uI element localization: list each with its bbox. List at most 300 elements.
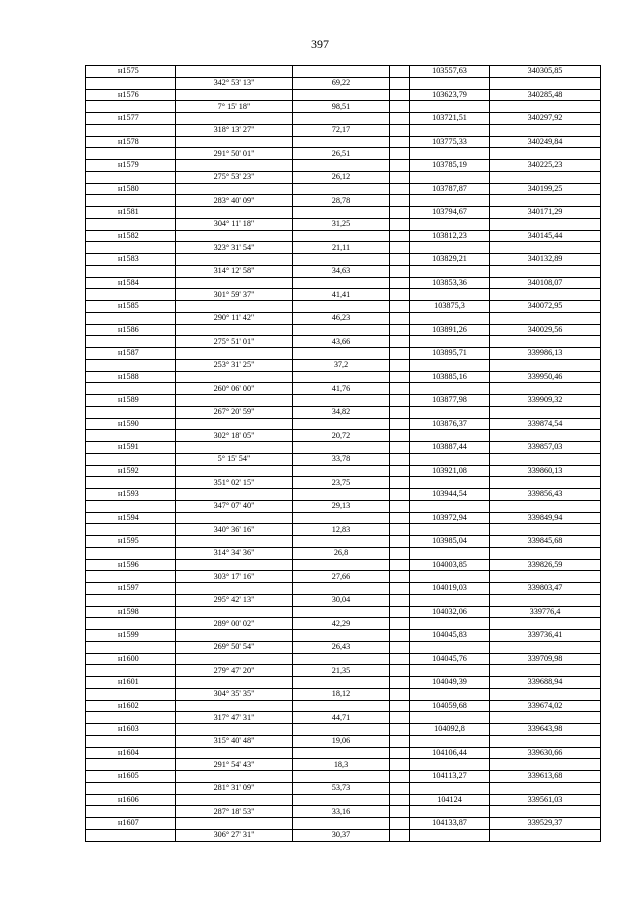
point-id: н1603 xyxy=(86,724,176,736)
empty-cell xyxy=(86,218,176,230)
empty-cell xyxy=(176,512,293,524)
point-id: н1598 xyxy=(86,606,176,618)
empty-cell xyxy=(293,630,390,642)
empty-cell xyxy=(390,160,410,172)
empty-cell xyxy=(410,242,490,254)
empty-cell xyxy=(410,782,490,794)
coord-y: 340285,48 xyxy=(490,89,601,101)
empty-cell xyxy=(86,524,176,536)
point-id: н1588 xyxy=(86,371,176,383)
empty-cell xyxy=(490,218,601,230)
empty-cell xyxy=(410,759,490,771)
direction-angle: 315° 40' 48" xyxy=(176,735,293,747)
point-id: н1589 xyxy=(86,395,176,407)
point-id: н1607 xyxy=(86,818,176,830)
empty-cell xyxy=(293,700,390,712)
segment-row xyxy=(86,618,601,630)
segment-row xyxy=(86,547,601,559)
direction-angle: 275° 51' 01" xyxy=(176,336,293,348)
segment-row xyxy=(86,712,601,724)
point-id: н1595 xyxy=(86,536,176,548)
empty-cell xyxy=(390,371,410,383)
empty-cell xyxy=(293,160,390,172)
empty-cell xyxy=(176,324,293,336)
empty-cell xyxy=(410,101,490,113)
empty-cell xyxy=(390,207,410,219)
empty-cell xyxy=(410,735,490,747)
direction-angle: 306° 27' 31" xyxy=(176,829,293,841)
empty-cell xyxy=(176,442,293,454)
coord-y: 340297,92 xyxy=(490,113,601,125)
segment-length: 34,63 xyxy=(293,265,390,277)
point-row xyxy=(86,512,601,524)
direction-angle: 301° 59' 37" xyxy=(176,289,293,301)
empty-cell xyxy=(490,735,601,747)
empty-cell xyxy=(490,594,601,606)
coord-x: 104032,06 xyxy=(410,606,490,618)
empty-cell xyxy=(390,242,410,254)
point-id: н1576 xyxy=(86,89,176,101)
empty-cell xyxy=(176,630,293,642)
empty-cell xyxy=(86,688,176,700)
segment-row xyxy=(86,806,601,818)
empty-cell xyxy=(176,653,293,665)
empty-cell xyxy=(490,571,601,583)
empty-cell xyxy=(390,818,410,830)
coord-y: 340199,25 xyxy=(490,183,601,195)
point-row xyxy=(86,559,601,571)
empty-cell xyxy=(410,477,490,489)
point-row xyxy=(86,465,601,477)
point-row xyxy=(86,606,601,618)
empty-cell xyxy=(410,218,490,230)
segment-row xyxy=(86,383,601,395)
empty-cell xyxy=(390,66,410,78)
segment-row xyxy=(86,289,601,301)
empty-cell xyxy=(390,101,410,113)
empty-cell xyxy=(176,700,293,712)
empty-cell xyxy=(293,442,390,454)
empty-cell xyxy=(176,536,293,548)
segment-row xyxy=(86,759,601,771)
coord-y: 339674,02 xyxy=(490,700,601,712)
direction-angle: 279° 47' 20" xyxy=(176,665,293,677)
empty-cell xyxy=(86,712,176,724)
empty-cell xyxy=(390,512,410,524)
point-row xyxy=(86,700,601,712)
point-id: н1585 xyxy=(86,301,176,313)
empty-cell xyxy=(293,254,390,266)
segment-row xyxy=(86,265,601,277)
empty-cell xyxy=(176,395,293,407)
empty-cell xyxy=(490,500,601,512)
coord-x: 103829,21 xyxy=(410,254,490,266)
coord-y: 339529,37 xyxy=(490,818,601,830)
point-row xyxy=(86,771,601,783)
empty-cell xyxy=(490,547,601,559)
point-id: н1590 xyxy=(86,418,176,430)
point-id: н1591 xyxy=(86,442,176,454)
empty-cell xyxy=(293,371,390,383)
empty-cell xyxy=(176,583,293,595)
point-row xyxy=(86,489,601,501)
empty-cell xyxy=(390,148,410,160)
point-id: н1578 xyxy=(86,136,176,148)
direction-angle: 5° 15' 54" xyxy=(176,453,293,465)
point-row xyxy=(86,724,601,736)
empty-cell xyxy=(410,806,490,818)
segment-length: 28,78 xyxy=(293,195,390,207)
empty-cell xyxy=(293,136,390,148)
segment-length: 72,17 xyxy=(293,124,390,136)
empty-cell xyxy=(390,395,410,407)
empty-cell xyxy=(293,301,390,313)
direction-angle: 291° 50' 01" xyxy=(176,148,293,160)
coord-x: 103875,3 xyxy=(410,301,490,313)
point-row xyxy=(86,536,601,548)
empty-cell xyxy=(293,606,390,618)
empty-cell xyxy=(390,712,410,724)
point-row xyxy=(86,89,601,101)
empty-cell xyxy=(390,771,410,783)
segment-row xyxy=(86,571,601,583)
point-row xyxy=(86,747,601,759)
point-row xyxy=(86,348,601,360)
coord-y: 339561,03 xyxy=(490,794,601,806)
segment-length: 43,66 xyxy=(293,336,390,348)
segment-length: 33,16 xyxy=(293,806,390,818)
empty-cell xyxy=(390,442,410,454)
empty-cell xyxy=(390,630,410,642)
coord-x: 103623,79 xyxy=(410,89,490,101)
empty-cell xyxy=(390,559,410,571)
empty-cell xyxy=(390,665,410,677)
point-row xyxy=(86,442,601,454)
empty-cell xyxy=(86,289,176,301)
page-number: 397 xyxy=(311,37,329,51)
point-row xyxy=(86,677,601,689)
empty-cell xyxy=(293,324,390,336)
point-id: н1596 xyxy=(86,559,176,571)
coord-x: 103972,94 xyxy=(410,512,490,524)
empty-cell xyxy=(490,641,601,653)
empty-cell xyxy=(390,465,410,477)
empty-cell xyxy=(490,829,601,841)
empty-cell xyxy=(390,735,410,747)
empty-cell xyxy=(410,289,490,301)
coord-x: 104019,03 xyxy=(410,583,490,595)
empty-cell xyxy=(293,89,390,101)
segment-row xyxy=(86,312,601,324)
segment-length: 41,41 xyxy=(293,289,390,301)
empty-cell xyxy=(390,336,410,348)
empty-cell xyxy=(490,383,601,395)
coord-y: 340072,95 xyxy=(490,301,601,313)
direction-angle: 342° 53' 13" xyxy=(176,77,293,89)
empty-cell xyxy=(410,500,490,512)
empty-cell xyxy=(86,571,176,583)
direction-angle: 275° 53' 23" xyxy=(176,171,293,183)
coord-y: 339845,68 xyxy=(490,536,601,548)
empty-cell xyxy=(390,183,410,195)
coord-x: 104092,8 xyxy=(410,724,490,736)
direction-angle: 291° 54' 43" xyxy=(176,759,293,771)
segment-length: 23,75 xyxy=(293,477,390,489)
empty-cell xyxy=(390,594,410,606)
point-row xyxy=(86,183,601,195)
empty-cell xyxy=(293,183,390,195)
segment-row xyxy=(86,829,601,841)
empty-cell xyxy=(176,559,293,571)
point-id: н1605 xyxy=(86,771,176,783)
segment-length: 42,29 xyxy=(293,618,390,630)
empty-cell xyxy=(293,230,390,242)
direction-angle: 267° 20' 59" xyxy=(176,406,293,418)
coord-y: 339857,03 xyxy=(490,442,601,454)
coord-x: 104045,76 xyxy=(410,653,490,665)
segment-row xyxy=(86,336,601,348)
empty-cell xyxy=(390,113,410,125)
point-id: н1601 xyxy=(86,677,176,689)
segment-row xyxy=(86,430,601,442)
empty-cell xyxy=(490,806,601,818)
point-row xyxy=(86,230,601,242)
empty-cell xyxy=(390,171,410,183)
point-row xyxy=(86,418,601,430)
segment-length: 26,8 xyxy=(293,547,390,559)
point-row xyxy=(86,277,601,289)
empty-cell xyxy=(176,183,293,195)
empty-cell xyxy=(410,383,490,395)
direction-angle: 253° 31' 25" xyxy=(176,359,293,371)
coord-x: 103985,04 xyxy=(410,536,490,548)
empty-cell xyxy=(293,348,390,360)
empty-cell xyxy=(490,759,601,771)
empty-cell xyxy=(390,195,410,207)
coord-y: 340145,44 xyxy=(490,230,601,242)
coord-x: 104045,83 xyxy=(410,630,490,642)
coord-x: 103944,54 xyxy=(410,489,490,501)
point-id: н1580 xyxy=(86,183,176,195)
point-id: н1597 xyxy=(86,583,176,595)
empty-cell xyxy=(293,277,390,289)
empty-cell xyxy=(176,724,293,736)
empty-cell xyxy=(410,618,490,630)
empty-cell xyxy=(490,688,601,700)
coord-y: 339803,47 xyxy=(490,583,601,595)
point-row xyxy=(86,113,601,125)
point-id: н1602 xyxy=(86,700,176,712)
segment-row xyxy=(86,453,601,465)
empty-cell xyxy=(176,606,293,618)
empty-cell xyxy=(410,312,490,324)
empty-cell xyxy=(293,559,390,571)
segment-row xyxy=(86,77,601,89)
direction-angle: 7° 15' 18" xyxy=(176,101,293,113)
point-id: н1582 xyxy=(86,230,176,242)
empty-cell xyxy=(86,77,176,89)
empty-cell xyxy=(390,782,410,794)
point-row xyxy=(86,301,601,313)
empty-cell xyxy=(86,641,176,653)
segment-row xyxy=(86,148,601,160)
empty-cell xyxy=(490,101,601,113)
coordinates-table xyxy=(85,65,601,842)
empty-cell xyxy=(390,136,410,148)
empty-cell xyxy=(86,735,176,747)
direction-angle: 283° 40' 09" xyxy=(176,195,293,207)
empty-cell xyxy=(490,242,601,254)
coord-y: 339613,68 xyxy=(490,771,601,783)
empty-cell xyxy=(390,829,410,841)
empty-cell xyxy=(490,148,601,160)
segment-row xyxy=(86,641,601,653)
segment-length: 69,22 xyxy=(293,77,390,89)
empty-cell xyxy=(293,724,390,736)
coord-x: 104003,85 xyxy=(410,559,490,571)
empty-cell xyxy=(390,500,410,512)
empty-cell xyxy=(490,712,601,724)
empty-cell xyxy=(390,289,410,301)
empty-cell xyxy=(390,312,410,324)
empty-cell xyxy=(410,524,490,536)
empty-cell xyxy=(293,465,390,477)
segment-length: 21,11 xyxy=(293,242,390,254)
segment-row xyxy=(86,524,601,536)
coord-y: 339909,32 xyxy=(490,395,601,407)
empty-cell xyxy=(390,759,410,771)
coord-y: 339630,66 xyxy=(490,747,601,759)
point-row xyxy=(86,583,601,595)
segment-length: 20,72 xyxy=(293,430,390,442)
segment-length: 27,66 xyxy=(293,571,390,583)
direction-angle: 314° 12' 58" xyxy=(176,265,293,277)
empty-cell xyxy=(390,806,410,818)
coord-x: 103775,33 xyxy=(410,136,490,148)
coord-x: 103787,87 xyxy=(410,183,490,195)
empty-cell xyxy=(410,171,490,183)
direction-angle: 340° 36' 16" xyxy=(176,524,293,536)
coord-y: 339688,94 xyxy=(490,677,601,689)
segment-length: 18,3 xyxy=(293,759,390,771)
empty-cell xyxy=(176,818,293,830)
empty-cell xyxy=(176,747,293,759)
point-id: н1586 xyxy=(86,324,176,336)
point-id: н1592 xyxy=(86,465,176,477)
direction-angle: 260° 06' 00" xyxy=(176,383,293,395)
empty-cell xyxy=(293,536,390,548)
empty-cell xyxy=(410,712,490,724)
segment-row xyxy=(86,171,601,183)
empty-cell xyxy=(390,547,410,559)
empty-cell xyxy=(293,794,390,806)
empty-cell xyxy=(410,430,490,442)
empty-cell xyxy=(86,782,176,794)
point-id: н1583 xyxy=(86,254,176,266)
empty-cell xyxy=(86,312,176,324)
point-row xyxy=(86,66,601,78)
segment-row xyxy=(86,218,601,230)
direction-angle: 351° 02' 15" xyxy=(176,477,293,489)
empty-cell xyxy=(293,677,390,689)
coord-y: 339874,54 xyxy=(490,418,601,430)
direction-angle: 347° 07' 40" xyxy=(176,500,293,512)
empty-cell xyxy=(390,747,410,759)
empty-cell xyxy=(410,148,490,160)
coord-x: 103557,63 xyxy=(410,66,490,78)
segment-row xyxy=(86,359,601,371)
coord-y: 339860,13 xyxy=(490,465,601,477)
empty-cell xyxy=(390,324,410,336)
empty-cell xyxy=(390,254,410,266)
empty-cell xyxy=(490,265,601,277)
empty-cell xyxy=(390,348,410,360)
empty-cell xyxy=(490,524,601,536)
point-row xyxy=(86,136,601,148)
empty-cell xyxy=(390,430,410,442)
empty-cell xyxy=(490,359,601,371)
direction-angle: 317° 47' 31" xyxy=(176,712,293,724)
empty-cell xyxy=(293,747,390,759)
coord-y: 340029,56 xyxy=(490,324,601,336)
coord-y: 339950,46 xyxy=(490,371,601,383)
empty-cell xyxy=(410,688,490,700)
empty-cell xyxy=(490,171,601,183)
direction-angle: 287° 18' 53" xyxy=(176,806,293,818)
empty-cell xyxy=(86,336,176,348)
empty-cell xyxy=(410,547,490,559)
coord-x: 103794,67 xyxy=(410,207,490,219)
point-row xyxy=(86,207,601,219)
coord-x: 103885,16 xyxy=(410,371,490,383)
empty-cell xyxy=(490,665,601,677)
empty-cell xyxy=(390,571,410,583)
point-row xyxy=(86,630,601,642)
segment-length: 46,23 xyxy=(293,312,390,324)
point-row xyxy=(86,794,601,806)
coord-y: 339849,94 xyxy=(490,512,601,524)
empty-cell xyxy=(490,618,601,630)
point-row xyxy=(86,254,601,266)
empty-cell xyxy=(390,700,410,712)
direction-angle: 269° 50' 54" xyxy=(176,641,293,653)
empty-cell xyxy=(176,348,293,360)
point-row xyxy=(86,818,601,830)
point-id: н1581 xyxy=(86,207,176,219)
coord-x: 104059,68 xyxy=(410,700,490,712)
empty-cell xyxy=(293,113,390,125)
empty-cell xyxy=(390,583,410,595)
empty-cell xyxy=(86,547,176,559)
direction-angle: 303° 17' 16" xyxy=(176,571,293,583)
empty-cell xyxy=(293,66,390,78)
coord-y: 339856,43 xyxy=(490,489,601,501)
direction-angle: 304° 11' 18" xyxy=(176,218,293,230)
empty-cell xyxy=(86,148,176,160)
empty-cell xyxy=(86,594,176,606)
empty-cell xyxy=(410,453,490,465)
empty-cell xyxy=(390,618,410,630)
empty-cell xyxy=(410,124,490,136)
empty-cell xyxy=(390,524,410,536)
coord-y: 339826,59 xyxy=(490,559,601,571)
empty-cell xyxy=(490,782,601,794)
empty-cell xyxy=(410,406,490,418)
point-id: н1579 xyxy=(86,160,176,172)
coord-y: 340108,07 xyxy=(490,277,601,289)
empty-cell xyxy=(86,265,176,277)
empty-cell xyxy=(176,113,293,125)
